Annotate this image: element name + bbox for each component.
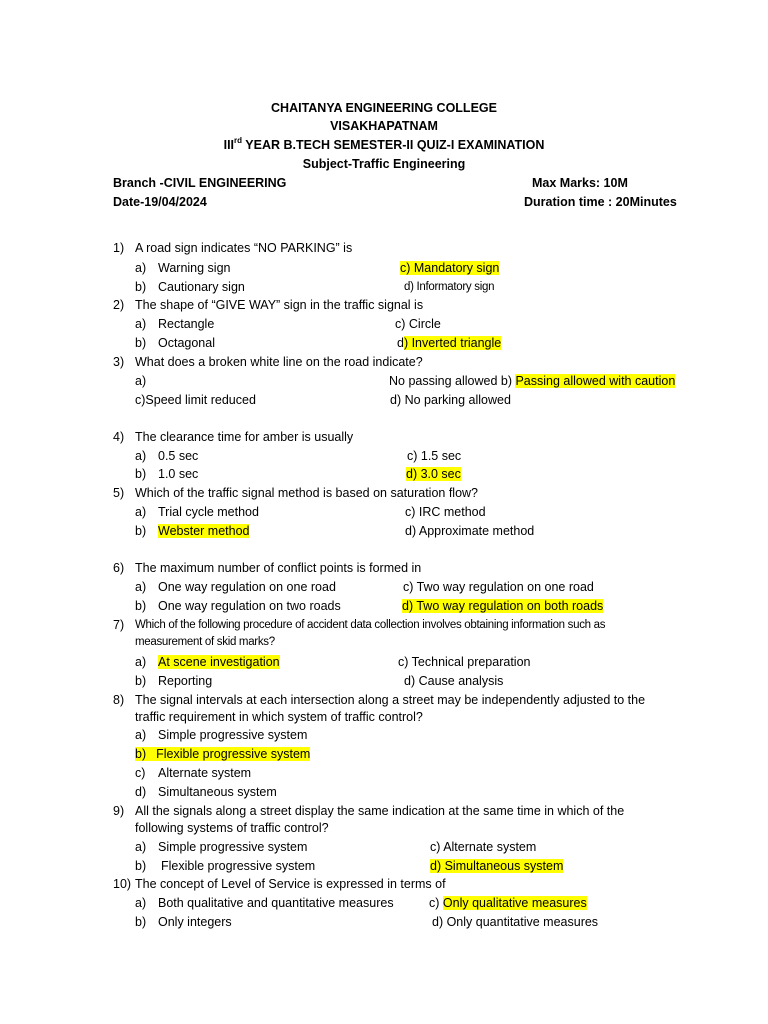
option-d-answer: d) Inverted triangle	[397, 336, 502, 350]
question-text: A road sign indicates “NO PARKING” is	[135, 241, 353, 255]
city-name: VISAKHAPATNAM	[330, 119, 438, 133]
question-text: The maximum number of conflict points is formed in	[135, 561, 422, 575]
question-text-cont: measurement of skid marks?	[135, 636, 275, 648]
option-a: Trial cycle method	[158, 505, 259, 519]
question-number: 2)	[113, 298, 125, 312]
option-a: Simple progressive system	[158, 728, 308, 742]
option-d: d) Informatory sign	[404, 281, 495, 293]
question-number: 6)	[113, 561, 125, 575]
option-b: Flexible progressive system	[161, 859, 316, 873]
option-label: b)	[135, 599, 147, 613]
duration: Duration time : 20Minutes	[524, 195, 677, 209]
answer-highlight: Webster method	[158, 524, 250, 538]
option-c: c) Circle	[395, 317, 441, 331]
exam-title: IIIrd YEAR B.TECH SEMESTER-II QUIZ-I EXAMINATION	[223, 136, 545, 152]
max-marks: Max Marks: 10M	[532, 176, 628, 190]
option-c: Alternate system	[158, 766, 252, 780]
option-c: c) Two way regulation on one road	[403, 580, 594, 594]
option-a-answer	[158, 654, 280, 670]
answer-highlight: At scene investigation	[158, 655, 280, 669]
option-d: d) Only quantitative measures	[432, 915, 599, 929]
option-d-answer	[402, 598, 603, 614]
option-label: c)	[135, 766, 146, 780]
option-c-answer: c) Only qualitative measures	[429, 896, 587, 910]
option-a: Simple progressive system	[158, 840, 308, 854]
option-d: Simultaneous system	[158, 785, 277, 799]
question-text: Which of the traffic signal method is based on saturation flow?	[135, 486, 479, 500]
option-a: Warning sign	[158, 261, 231, 275]
question-text: Which of the following procedure of accident data collection involves obtaining information such as	[135, 619, 606, 631]
question-text-cont: traffic requirement in which system of traffic control?	[135, 710, 423, 724]
option-b-answer	[158, 523, 249, 539]
option-label: a)	[135, 261, 147, 275]
question-number: 9)	[113, 804, 125, 818]
option-label: a)	[135, 728, 147, 742]
option-label: a)	[135, 655, 147, 669]
answer-highlight: Only qualitative measures	[442, 896, 587, 910]
option-b-answer	[135, 746, 310, 762]
option-label: b)	[135, 280, 147, 294]
option-label: b)	[135, 524, 147, 538]
option-c: c)Speed limit reduced	[135, 393, 256, 407]
question-number: 3)	[113, 355, 125, 369]
question-number: 10)	[113, 877, 132, 891]
option-label: b)	[135, 859, 147, 873]
college-name: CHAITANYA ENGINEERING COLLEGE	[271, 101, 497, 115]
option-label: a)	[135, 896, 147, 910]
option-c: c) 1.5 sec	[407, 449, 462, 463]
option-d: d) No parking allowed	[390, 393, 511, 407]
option-label: a)	[135, 580, 147, 594]
answer-highlight: b) Flexible progressive system	[135, 747, 311, 761]
branch-label: Branch -CIVIL ENGINEERING	[113, 176, 287, 190]
option-c: c) IRC method	[405, 505, 486, 519]
option-label: b)	[135, 915, 147, 929]
answer-highlight: d) Two way regulation on both roads	[402, 599, 604, 613]
option-label: a)	[135, 505, 147, 519]
question-number: 8)	[113, 693, 125, 707]
question-text: What does a broken white line on the road indicate?	[135, 355, 423, 369]
option-label: a)	[135, 317, 147, 331]
subject-title: Subject-Traffic Engineering	[302, 157, 466, 171]
option-c: c) Alternate system	[430, 840, 537, 854]
option-b: Octagonal	[158, 336, 215, 350]
option-d-answer	[430, 858, 563, 874]
option-label: b)	[135, 336, 147, 350]
question-number: 1)	[113, 241, 125, 255]
option-d: d) Approximate method	[405, 524, 535, 538]
question-text: The shape of “GIVE WAY” sign in the traffic signal is	[135, 298, 424, 312]
option-b: One way regulation on two roads	[158, 599, 341, 613]
question-number: 5)	[113, 486, 125, 500]
option-a: 0.5 sec	[158, 449, 199, 463]
exam-date: Date-19/04/2024	[113, 195, 207, 209]
option-c-answer	[400, 260, 499, 276]
answer-highlight: d) Simultaneous system	[430, 859, 564, 873]
question-text: The concept of Level of Service is expressed in terms of	[135, 877, 446, 891]
answer-highlight: c) Mandatory sign	[400, 261, 500, 275]
question-text-cont: following systems of traffic control?	[135, 821, 329, 835]
option-a: One way regulation on one road	[158, 580, 336, 594]
option-a: Rectangle	[158, 317, 215, 331]
option-label: d)	[135, 785, 147, 799]
question-number: 4)	[113, 430, 125, 444]
option-label: a)	[135, 374, 147, 388]
option-a: Both qualitative and quantitative measures	[158, 896, 394, 910]
option-b: Cautionary sign	[158, 280, 245, 294]
option-d: d) Cause analysis	[404, 674, 504, 688]
answer-highlight: d) 3.0 sec	[406, 467, 461, 481]
option-c: c) Technical preparation	[398, 655, 531, 669]
option-d-answer	[406, 466, 461, 482]
option-label: b)	[135, 674, 147, 688]
question-text: The signal intervals at each intersection along a street may be independently adjusted to the	[135, 693, 646, 707]
question-text: The clearance time for amber is usually	[135, 430, 354, 444]
question-text: All the signals along a street display the same indication at the same time in which of the	[135, 804, 625, 818]
option-label: a)	[135, 840, 147, 854]
answer-highlight: ) Inverted triangle	[403, 336, 502, 350]
option-label: b)	[135, 467, 147, 481]
option-b: Only integers	[158, 915, 232, 929]
option-b: Reporting	[158, 674, 213, 688]
option-b-answer: No passing allowed b) Passing allowed with caution	[389, 374, 676, 388]
question-number: 7)	[113, 618, 125, 632]
answer-highlight: Passing allowed with caution	[515, 374, 676, 388]
option-label: a)	[135, 449, 147, 463]
option-b: 1.0 sec	[158, 467, 199, 481]
